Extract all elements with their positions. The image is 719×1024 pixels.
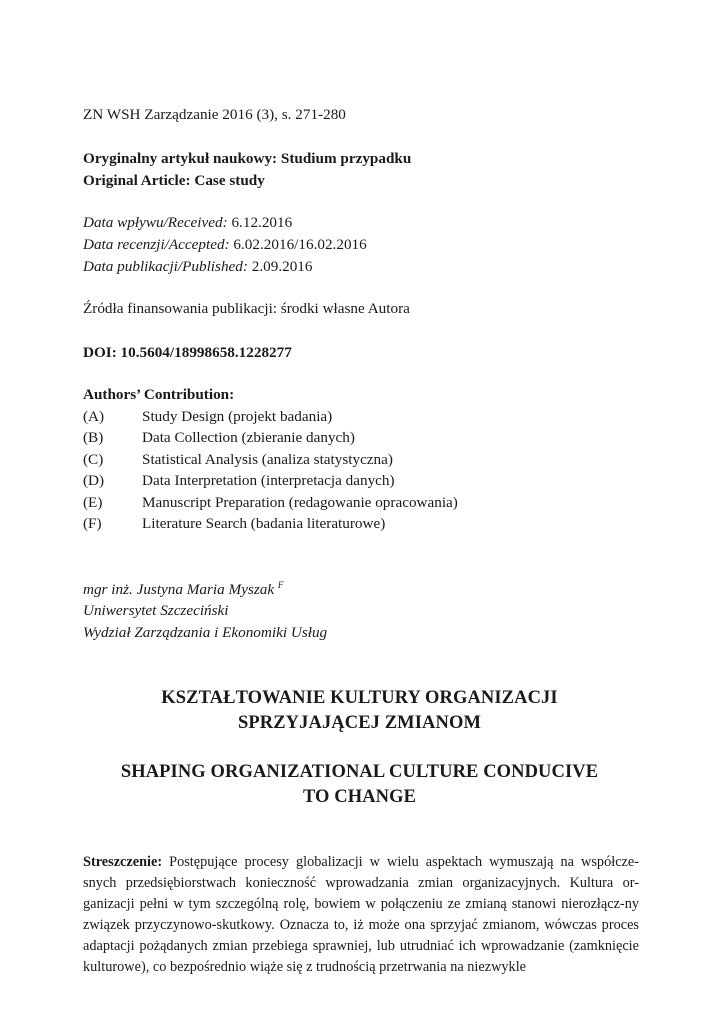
author-university: Uniwersytet Szczeciński [83, 602, 229, 619]
funding-note: Źródła finansowania publikacji: środki własne Autora [83, 300, 410, 317]
contribution-text: Literature Search (badania literaturowe) [142, 515, 386, 532]
contribution-code: (D) [83, 472, 105, 489]
contribution-code: (B) [83, 429, 104, 446]
date-published [83, 258, 312, 276]
contribution-text: Study Design (projekt badania) [142, 408, 333, 425]
received-value: 6.12.2016 [227, 214, 293, 231]
date-received [83, 214, 292, 232]
contribution-item [83, 429, 355, 447]
author-name-text: mgr inż. Justyna Maria Myszak [83, 581, 275, 598]
abstract-label: Streszczenie: [83, 854, 163, 870]
accepted-label: Data recenzji/Accepted: [83, 236, 230, 253]
contribution-text: Statistical Analysis (analiza statystyczna) [142, 451, 393, 468]
contribution-text: Data Interpretation (interpretacja danych) [142, 472, 395, 489]
doi: DOI: 10.5604/18998658.1228277 [83, 344, 292, 361]
contribution-text: Data Collection (zbieranie danych) [142, 429, 355, 446]
title-en-line1: SHAPING ORGANIZATIONAL CULTURE CONDUCIVE [120, 762, 599, 782]
contribution-item [83, 494, 458, 512]
published-label: Data publikacji/Published: [83, 258, 248, 275]
title-pl-line2: SPRZYJAJĄCEJ ZMIANOM [237, 713, 481, 733]
contribution-code: (A) [83, 408, 105, 425]
title-pl-line1: KSZTAŁTOWANIE KULTURY ORGANIZACJI [161, 688, 558, 708]
date-accepted [83, 236, 367, 254]
abstract-text: Postępujące procesy globalizacji w wielu aspektach wymuszają na współcze-snych przedsiębiorstwach konieczność wprowadzania zmian organizacyjnych. Kultura or-ganizacji pełni w tym szczególną rolę, bowiem w połączeniu ze zmianą stanowi nierozłącz-ny związek przyczynowo-skutkowy. Oznacza to, iż może ona sprzyjać zmianom, wówczas proces adaptacji pożądanych zmian przebiega sprawniej, lub utrudniać ich wprowadzanie (zamknięcie kulturowe), co bezpośrednio wiąże się z trudnością przetrwania na niezwykle [83, 854, 639, 976]
title-en-line2: TO CHANGE [302, 787, 417, 807]
contribution-code: (E) [83, 494, 103, 511]
contribution-item [83, 515, 385, 533]
author-faculty: Wydział Zarządzania i Ekonomiki Usług [83, 624, 328, 641]
contribution-text: Manuscript Preparation (redagowanie opracowania) [142, 494, 458, 511]
published-value: 2.09.2016 [247, 258, 313, 275]
citation: ZN WSH Zarządzanie 2016 (3), s. 271-280 [83, 106, 346, 123]
accepted-value: 6.02.2016/16.02.2016 [229, 236, 367, 253]
contribution-code: (F) [83, 515, 102, 532]
article-type-pl: Oryginalny artykuł naukowy: Studium przypadku [83, 150, 412, 167]
abstract [83, 852, 639, 979]
author-name [83, 580, 283, 599]
received-label: Data wpływu/Received: [83, 214, 228, 231]
author-mark: F [277, 580, 284, 590]
contribution-code: (C) [83, 451, 104, 468]
contribution-heading: Authors’ Contribution: [83, 386, 235, 403]
article-type-en: Original Article: Case study [83, 172, 265, 189]
contribution-item [83, 451, 393, 469]
contribution-item [83, 408, 332, 426]
contribution-item [83, 472, 395, 490]
